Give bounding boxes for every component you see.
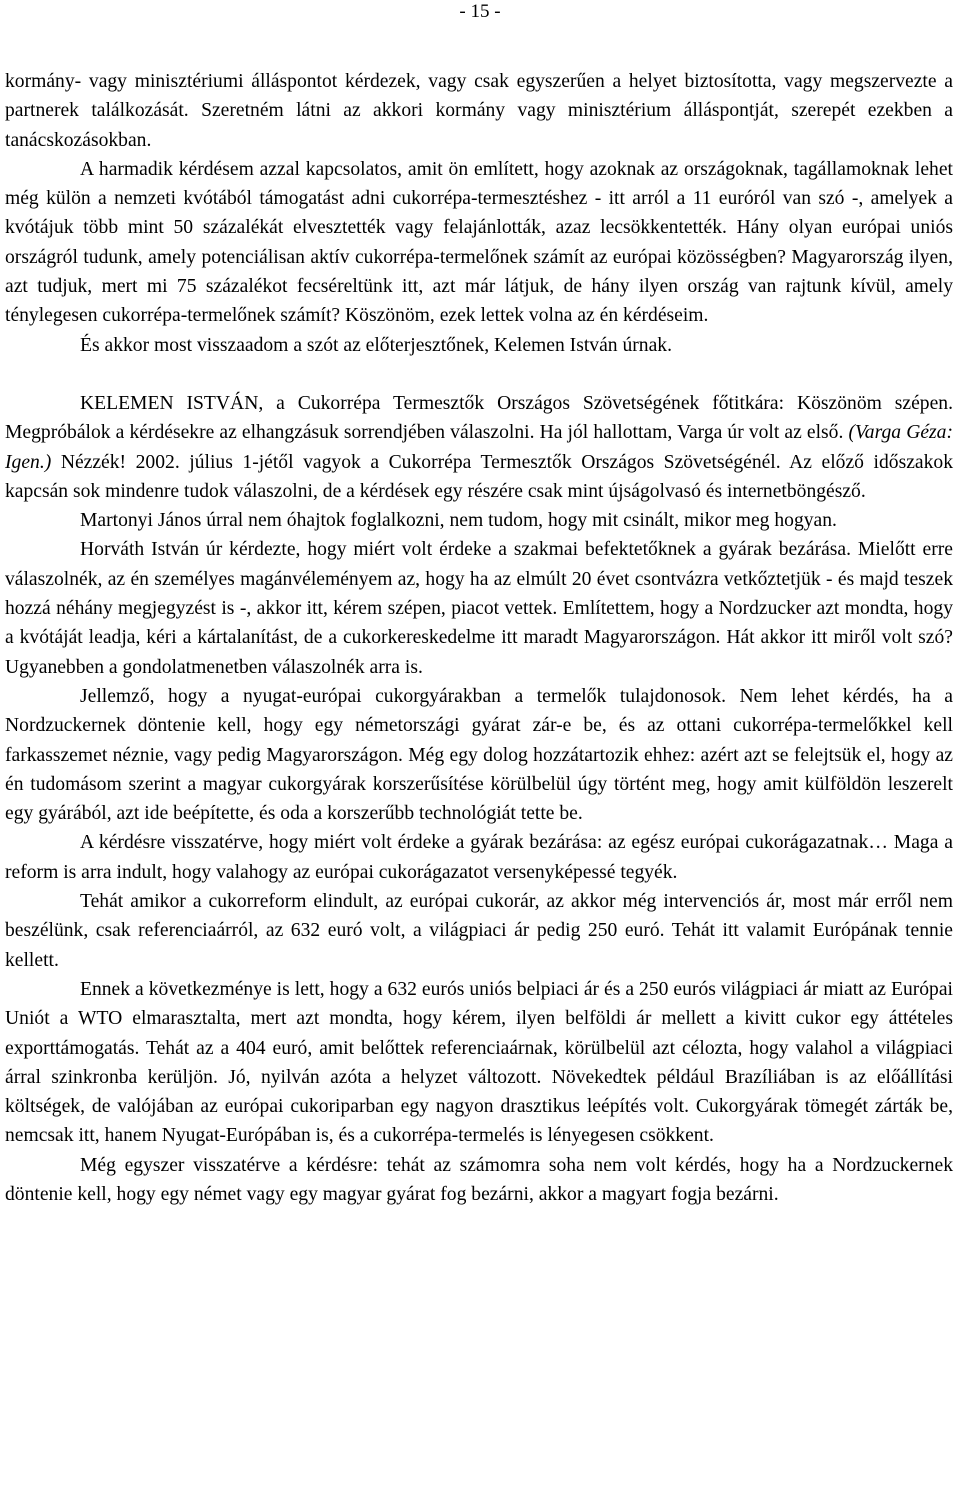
paragraph-2: A harmadik kérdésem azzal kapcsolatos, amit ön említett, hogy azoknak az országoknak, tagállamoknak lehet még külön a nemzeti kvótából támogatást adni cukorrépa-termesztéshez - itt arról a 11 euróról van szó -, amelyek a kvótájuk több mint 50 százalékát elvesztették vagy felajánlották, azaz lecsökkentették. Hány olyan európai uniós országról tudunk, amely potenciálisan aktív cukorrépa-termelőnek számít az európai közösségben? Magyarország ilyen, azt tudjuk, mert mi 75 százalékot fecséreltünk itt, azt már látjuk, de hány ilyen ország van rajtunk kívül, amely ténylegesen cukorrépa-termelőnek számít? Köszönöm, ezek lettek volna az én kérdéseim. bbox=[5, 158, 953, 327]
paragraph-9: Tehát amikor a cukorreform elindult, az európai cukorár, az akkor még intervenciós ár, most már erről nem beszélünk, csak referenciaárról, az 632 euró volt, a világpiaci ár pedig 250 euró. Tehát itt valamit Európának tennie kellett. bbox=[5, 891, 953, 971]
paragraph-4-speaker-kelemen bbox=[5, 389, 953, 506]
page-number: - 15 - bbox=[459, 1, 501, 22]
paragraph-5: Martonyi János úrral nem óhajtok foglalkozni, nem tudom, hogy mit csinált, mikor meg hogyan. bbox=[80, 510, 837, 532]
paragraph-gap bbox=[5, 360, 953, 389]
document-body bbox=[5, 67, 953, 1209]
paragraph-4-text-start: KELEMEN ISTVÁN, a Cukorrépa Termesztők Országos Szövetségének főtitkára: Köszönöm szépen. Megpróbálok a kérdésekre az elhangzásuk sorrendjében válaszolni. Ha jól hallottam, Varga úr volt az első. bbox=[5, 392, 953, 444]
paragraph-8: A kérdésre visszatérve, hogy miért volt érdeke a gyárak bezárása: az egész európai cukorágazatnak… Maga a reform is arra indult, hogy valahogy az európai cukorágazatot versenyképessé tegyék. bbox=[5, 832, 953, 883]
paragraph-3: És akkor most visszaadom a szót az előterjesztőnek, Kelemen István úrnak. bbox=[80, 334, 672, 356]
paragraph-7: Jellemző, hogy a nyugat-európai cukorgyárakban a termelők tulajdonosok. Nem lehet kérdés, ha a Nordzuckernek döntenie kell, hogy egy németországi gyárat zár-e be, és az ottani cukorrépa-termelőkkel kell farkasszemet néznie, vagy pedig Magyarországon. Még egy dolog hozzátartozik ehhez: azért azt se felejtsük el, hogy az én tudomásom szerint a magyar cukorgyárak korszerűsítése körülbelül úgy történt meg, hogy amit külföldön leszerelt egy gyárából, azt ide beépítette, és oda a korszerűbb technológiát tette be. bbox=[5, 685, 953, 825]
paragraph-4-text-end: Nézzék! 2002. július 1-jétől vagyok a Cukorrépa Termesztők Országos Szövetségénél. Az előző időszakok kapcsán sok mindenre tudok válaszolni, de a kérdések egy részére csak mint újságolvasó és internetböngésző. bbox=[5, 451, 953, 502]
paragraph-6: Horváth István úr kérdezte, hogy miért volt érdeke a szakmai befektetőknek a gyárak bezárása. Mielőtt erre válaszolnék, az én személyes magánvéleményem az, hogy ha az elmúlt 20 évet csontvázra vetkőztetjük - és majd teszek hozzá néhány megjegyzést is -, akkor itt, kérem szépen, piacot vettek. Említettem, hogy a Nordzucker azt mondta, hogy a kvótáját leadja, kéri a kártalanítást, de a cukorkereskedelme itt maradt Magyarországon. Hát akkor itt miről volt szó? Ugyanebben a gondolatmenetben válaszolnék arra is. bbox=[5, 539, 953, 678]
paragraph-11: Még egyszer visszatérve a kérdésre: tehát az számomra soha nem volt kérdés, hogy ha a Nordzuckernek döntenie kell, hogy egy német vagy egy magyar gyárat fog bezárni, akkor a magyart fogja bezárni. bbox=[5, 1154, 953, 1205]
interjection-varga: (Varga Géza: Igen.) bbox=[5, 422, 953, 473]
paragraph-1: kormány- vagy minisztériumi álláspontot kérdezek, vagy csak egyszerűen a helyet biztosította, vagy megszervezte a partnerek találkozását. Szeretném látni az akkori kormány vagy minisztérium álláspontját, szerepét ezekben a tanácskozásokban. bbox=[5, 71, 953, 151]
paragraph-10: Ennek a következménye is lett, hogy a 632 eurós uniós belpiaci ár és a 250 eurós világpiaci ár miatt az Európai Uniót a WTO elmarasztalta, mert azt mondta, hogy kérem, ilyen belföldi ár mellett a kivitt cukor egy áttételes exporttámogatás. Tehát az a 404 euró, amit belőttek referenciaárnak, körülbelül azt célozta, hogy valahol a világpiaci árral szinkronba kerüljön. Jó, nyilván azóta a helyzet változott. Növekedtek például Brazíliában is az előállítási költségek, de valójában az európai cukoriparban egy nagyon drasztikus leépítés volt. Cukorgyárak tömegét zárták be, nemcsak itt, hanem Nyugat-Európában is, és a cukorrépa-termelés is lényegesen csökkent. bbox=[5, 978, 953, 1147]
